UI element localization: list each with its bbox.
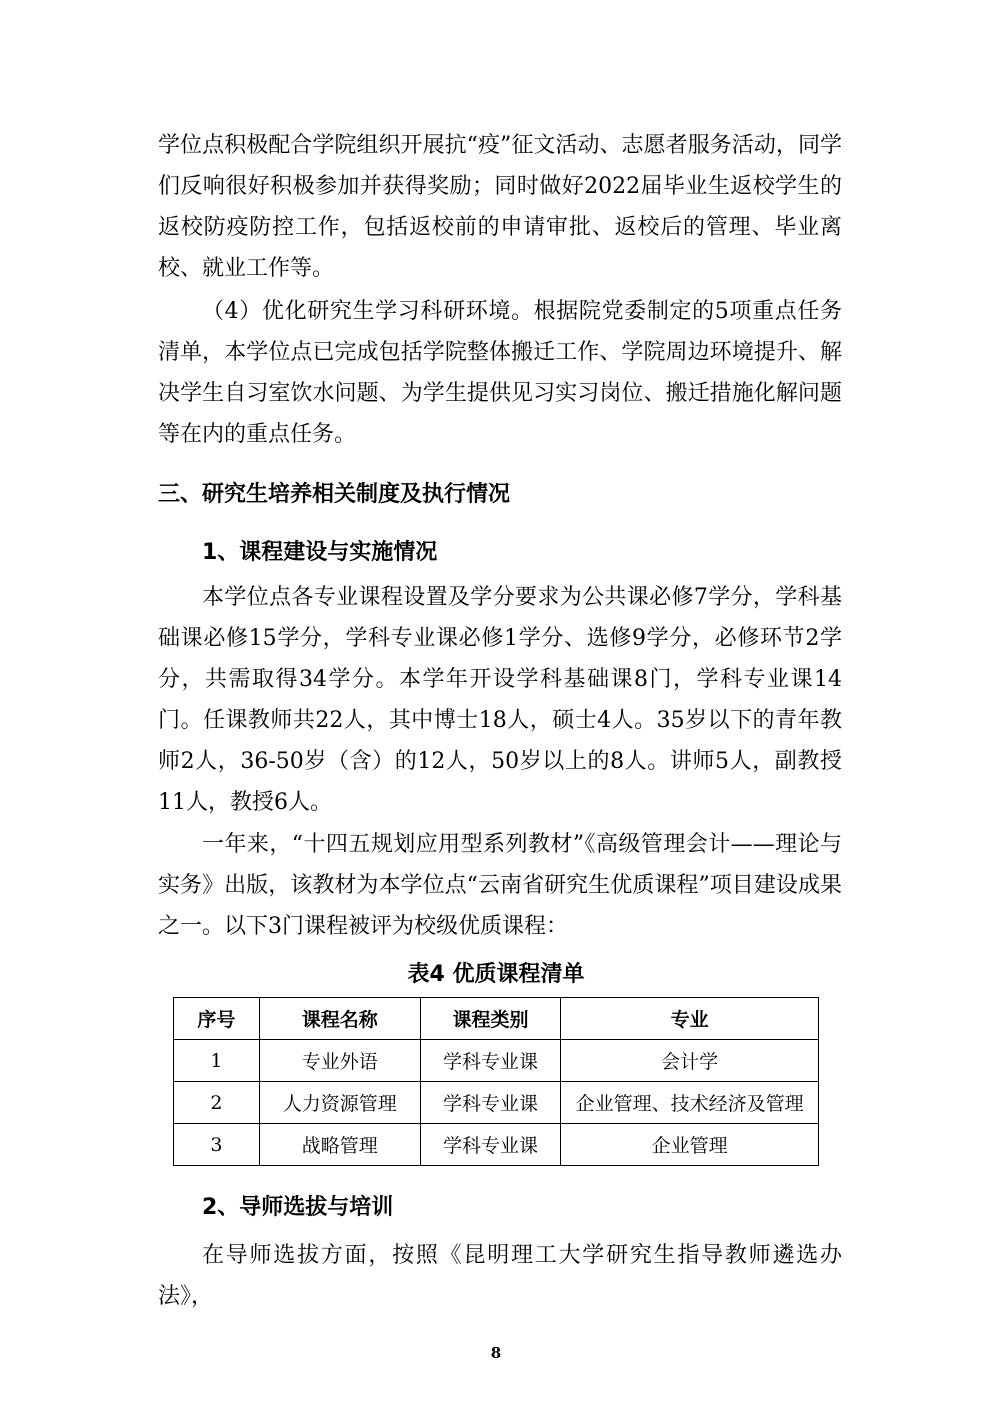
cell-major: 企业管理 bbox=[561, 1124, 819, 1166]
paragraph-textbook: 一年来，“十四五规划应用型系列教材”《高级管理会计——理论与实务》出版，该教材为本学位点“云南省研究生优质课程”项目建设成果之一。以下3门课程被评为校级优质课程： bbox=[158, 832, 842, 939]
subsection-heading-course: 1、课程建设与实施情况 bbox=[202, 540, 438, 565]
table-header-row bbox=[174, 998, 819, 1040]
page-number: 8 bbox=[490, 1344, 502, 1362]
paragraph-epidemic-activities: 学位点积极配合学院组织开展抗“疫”征文活动、志愿者服务活动，同学们反响很好积极参加并获得奖励；同时做好2022届毕业生返校学生的返校防疫防控工作，包括返校前的申请审批、返校后的管理、毕业离校、就业工作等。 bbox=[158, 133, 842, 281]
header-index: 序号 bbox=[174, 998, 260, 1040]
table-row bbox=[174, 1082, 819, 1124]
paragraph-research-environment: （4）优化研究生学习科研环境。根据院党委制定的5项重点任务清单，本学位点已完成包括学院整体搬迁工作、学院周边环境提升、解决学生自习室饮水问题、为学生提供见习实习岗位、搬迁措施化解问题等在内的重点任务。 bbox=[158, 299, 842, 447]
cell-major: 企业管理、技术经济及管理 bbox=[561, 1082, 819, 1124]
cell-major: 会计学 bbox=[561, 1040, 819, 1082]
cell-course-name: 战略管理 bbox=[259, 1124, 420, 1166]
table-row bbox=[174, 1124, 819, 1166]
header-course-type: 课程类别 bbox=[420, 998, 561, 1040]
cell-index: 2 bbox=[174, 1082, 260, 1124]
cell-course-type: 学科专业课 bbox=[420, 1082, 561, 1124]
cell-index: 3 bbox=[174, 1124, 260, 1166]
cell-course-name: 专业外语 bbox=[259, 1040, 420, 1082]
quality-course-table bbox=[173, 997, 819, 1166]
table-caption: 表4 优质课程清单 bbox=[407, 962, 585, 987]
table-row bbox=[174, 1040, 819, 1082]
header-major: 专业 bbox=[561, 998, 819, 1040]
header-course-name: 课程名称 bbox=[259, 998, 420, 1040]
cell-course-type: 学科专业课 bbox=[420, 1040, 561, 1082]
cell-course-name: 人力资源管理 bbox=[259, 1082, 420, 1124]
paragraph-advisor-selection: 在导师选拔方面，按照《昆明理工大学研究生指导教师遴选办法》， bbox=[158, 1243, 842, 1309]
subsection-heading-advisor: 2、导师选拔与培训 bbox=[202, 1195, 394, 1220]
section-heading-3: 三、研究生培养相关制度及执行情况 bbox=[158, 482, 511, 507]
cell-index: 1 bbox=[174, 1040, 260, 1082]
paragraph-course-credits: 本学位点各专业课程设置及学分要求为公共课必修7学分，学科基础课必修15学分，学科专业课必修1学分、选修9学分，必修环节2学分，共需取得34学分。本学年开设学科基础课8门，学科专业课14门。任课教师共22人，其中博士18人，硕士4人。35岁以下的青年教师2人，36-50岁（含）的12人，50岁以上的8人。讲师5人，副教授11人，教授6人。 bbox=[158, 585, 842, 815]
cell-course-type: 学科专业课 bbox=[420, 1124, 561, 1166]
